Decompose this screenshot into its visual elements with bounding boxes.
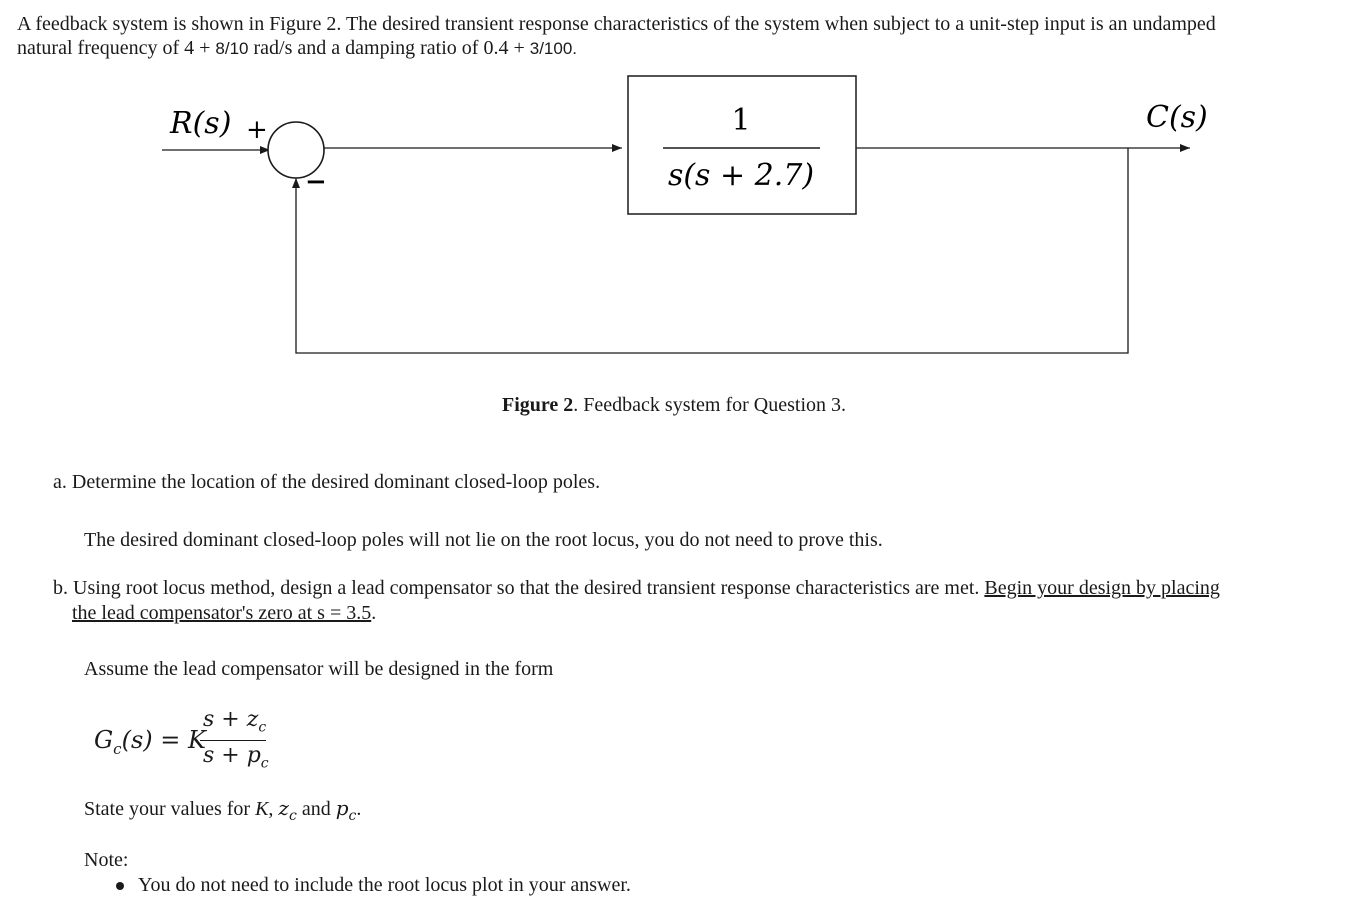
state-prefix: State your values for (84, 798, 256, 820)
part-a-text: Determine the location of the desired dominant closed-loop poles. (71, 471, 601, 493)
intro-line-2-mid: rad/s and a damping ratio of 0.4 + (253, 37, 530, 59)
state-z-sub: c (288, 808, 297, 824)
intro-line-2-prefix: natural frequency of 4 + (17, 37, 216, 59)
part-b-underlined-2: the lead compensator's zero at s = 3.5 (72, 602, 372, 624)
state-p-sub: c (348, 808, 357, 824)
part-b-end: . (371, 602, 377, 624)
note-label: Note: (84, 849, 129, 871)
figure-caption (502, 394, 846, 417)
minus-sign: − (305, 167, 327, 197)
intro-line-1: A feedback system is shown in Figure 2. The desired transient response characteristics of the system when subject to a unit-step input is an undamped (17, 13, 1216, 35)
formula-num-text: s + z (203, 707, 259, 732)
tf-denominator: s(s + 2.7) (667, 158, 815, 193)
part-b-underlined-1: Begin your design by placing (984, 577, 1220, 599)
note-bullet-text: You do not need to include the root locus plot in your answer. (138, 874, 631, 896)
state-and: and (296, 798, 336, 820)
caption-text: . Feedback system for Question 3. (573, 394, 847, 416)
output-label: C(s) (1146, 100, 1208, 135)
zeta-fraction: 3/100. (529, 39, 577, 58)
formula-lhs (94, 726, 206, 758)
formula-g-sub: c (113, 739, 122, 758)
assume-text: Assume the lead compensator will be designed in the form (84, 658, 554, 680)
note-bullet-item (116, 874, 631, 897)
plus-sign: + (246, 115, 268, 145)
figure-ref: Figure 2 (502, 394, 574, 416)
state-values (84, 796, 361, 824)
part-b-text: Using root locus method, design a lead compensator so that the desired transient response characteristics are met. (73, 577, 985, 599)
state-p: p (335, 796, 349, 820)
formula-g: G (94, 726, 114, 754)
plant-block (628, 76, 856, 214)
state-comma: , (268, 798, 279, 820)
formula-lhs-rest: (s) = K (121, 726, 206, 754)
formula-den-text: s + p (203, 743, 261, 768)
tf-numerator: 1 (731, 103, 751, 138)
part-b-line-1 (53, 577, 1220, 600)
formula-den-sub: c (260, 755, 269, 772)
wn-fraction: 8/10 (215, 39, 249, 58)
state-z: z (278, 796, 289, 820)
part-a (53, 471, 600, 494)
formula-numerator (203, 707, 266, 735)
formula-denominator (203, 743, 269, 771)
formula-num-sub: c (258, 719, 267, 736)
part-b-line-2 (72, 602, 376, 625)
part-b-marker: b. (53, 577, 68, 599)
formula-bar (200, 740, 266, 741)
bullet-icon (116, 882, 124, 890)
part-a-note: The desired dominant closed-loop poles will not lie on the root locus, you do not need to prove this. (84, 529, 883, 551)
part-a-marker: a. (53, 471, 67, 493)
block-diagram (0, 0, 1367, 420)
input-label: R(s) (170, 106, 232, 141)
state-k: K (255, 798, 269, 820)
state-end: . (356, 798, 362, 820)
